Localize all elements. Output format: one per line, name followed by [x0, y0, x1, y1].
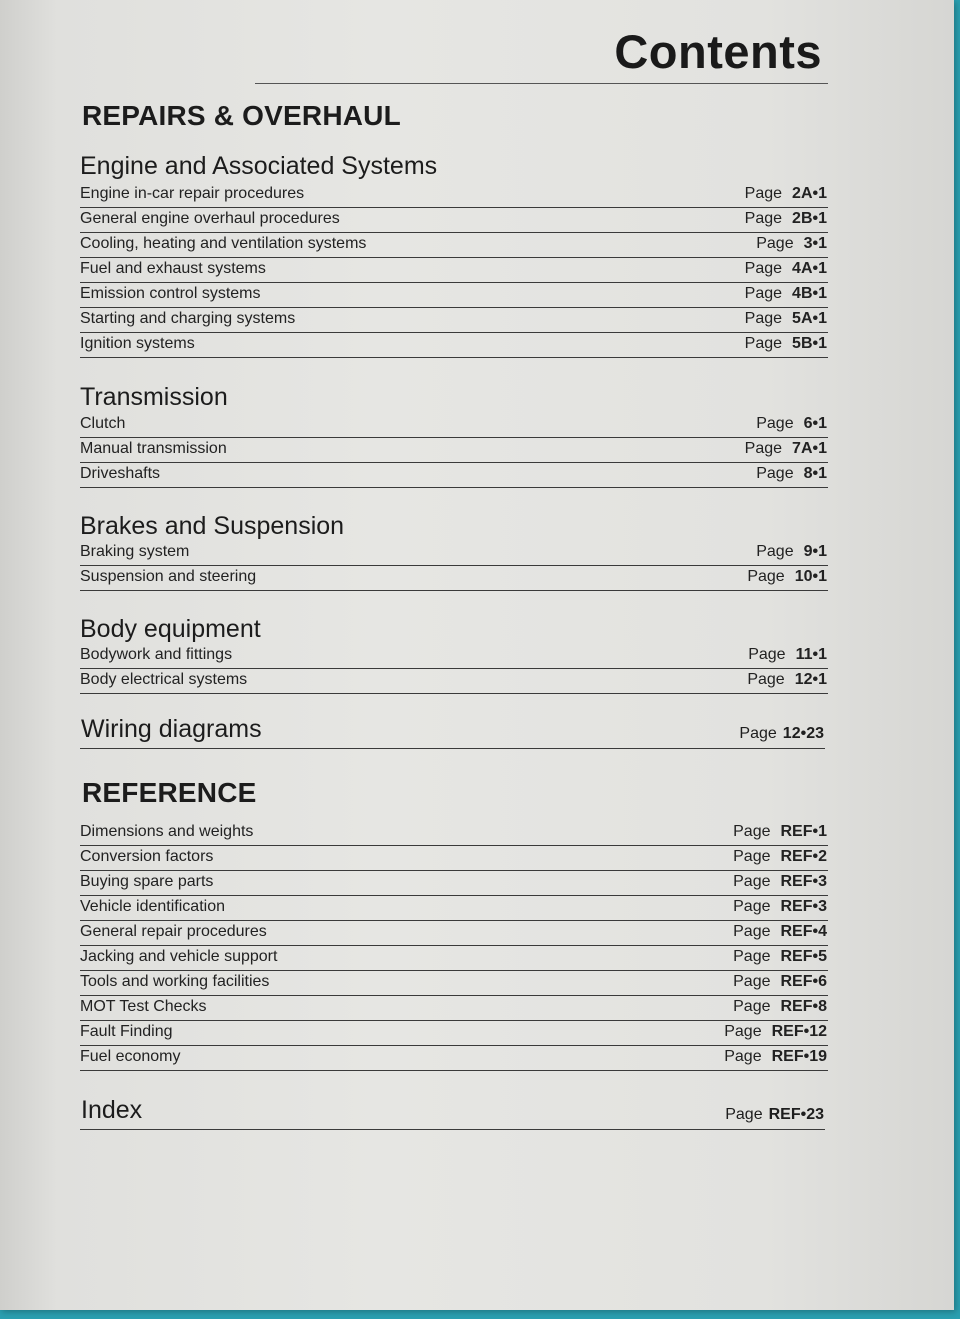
toc-row[interactable] — [80, 565, 828, 591]
toc-row-label: Driveshafts — [80, 465, 161, 482]
toc-row[interactable] — [80, 232, 828, 258]
toc-row-label: Dimensions and weights — [80, 823, 254, 840]
toc-row[interactable] — [80, 945, 828, 971]
toc-row-page: Page 2B•1 — [744, 210, 827, 227]
toc-row-page: Page 4A•1 — [744, 260, 827, 277]
toc-row[interactable] — [80, 307, 828, 333]
brakes-heading: Brakes and Suspension — [80, 512, 345, 540]
toc-row-label: Emission control systems — [80, 285, 261, 302]
toc-row-label: Fuel economy — [80, 1048, 181, 1065]
toc-row-page: Page REF•6 — [733, 973, 827, 990]
repairs-heading: REPAIRS & OVERHAUL — [82, 100, 401, 131]
toc-row[interactable] — [80, 540, 828, 566]
toc-row-page: Page 8•1 — [756, 465, 827, 482]
body-heading: Body equipment — [80, 615, 261, 643]
title-rule — [255, 83, 828, 84]
index-label: Index — [81, 1096, 143, 1124]
toc-row-wiring[interactable] — [80, 712, 825, 749]
toc-row[interactable] — [80, 182, 828, 208]
toc-row-label: MOT Test Checks — [80, 998, 207, 1015]
toc-row-page: Page REF•8 — [733, 998, 827, 1015]
toc-row-label: General engine overhaul procedures — [80, 210, 340, 227]
toc-row-page: Page 6•1 — [756, 415, 827, 432]
wiring-label: Wiring diagrams — [81, 715, 262, 743]
index-page: Page REF•23 — [725, 1106, 824, 1123]
toc-row-label: Jacking and vehicle support — [80, 948, 278, 965]
toc-row[interactable] — [80, 643, 828, 669]
toc-row-label: Fuel and exhaust systems — [80, 260, 266, 277]
toc-row-page: Page REF•1 — [733, 823, 827, 840]
toc-row[interactable] — [80, 668, 828, 694]
transmission-heading: Transmission — [80, 383, 228, 411]
toc-row-label: Tools and working facilities — [80, 973, 270, 990]
engine-heading: Engine and Associated Systems — [80, 152, 438, 180]
toc-row-label: Suspension and steering — [80, 568, 257, 585]
toc-row-page: Page REF•4 — [733, 923, 827, 940]
toc-row-label: Fault Finding — [80, 1023, 173, 1040]
toc-row[interactable] — [80, 895, 828, 921]
reference-heading: REFERENCE — [82, 777, 257, 808]
toc-row-label: Conversion factors — [80, 848, 214, 865]
toc-row-index[interactable] — [80, 1093, 825, 1130]
toc-row-label: Cooling, heating and ventilation systems — [80, 235, 367, 252]
toc-row[interactable] — [80, 1020, 828, 1046]
toc-row-label: Body electrical systems — [80, 671, 248, 688]
toc-row-label: Engine in-car repair procedures — [80, 185, 305, 202]
toc-row-page: Page REF•3 — [733, 873, 827, 890]
toc-row-page: Page 5B•1 — [744, 335, 827, 352]
toc-row-label: General repair procedures — [80, 923, 267, 940]
toc-row-page: Page REF•19 — [724, 1048, 827, 1065]
toc-row[interactable] — [80, 1045, 828, 1071]
toc-row[interactable] — [80, 995, 828, 1021]
toc-row-label: Bodywork and fittings — [80, 646, 233, 663]
toc-row-page: Page 3•1 — [756, 235, 827, 252]
page-title: Contents — [614, 25, 822, 78]
toc-row-page: Page REF•5 — [733, 948, 827, 965]
toc-row-page: Page 11•1 — [748, 646, 827, 663]
toc-row-page: Page REF•2 — [733, 848, 827, 865]
toc-row-label: Starting and charging systems — [80, 310, 296, 327]
toc-row-page: Page 4B•1 — [744, 285, 827, 302]
toc-row-page: Page 2A•1 — [744, 185, 827, 202]
toc-row[interactable] — [80, 332, 828, 358]
toc-row[interactable] — [80, 207, 828, 233]
toc-row-label: Vehicle identification — [80, 898, 225, 915]
toc-row[interactable] — [80, 845, 828, 871]
toc-row-page: Page 9•1 — [756, 543, 827, 560]
toc-row-label: Clutch — [80, 415, 126, 432]
toc-row-page: Page REF•3 — [733, 898, 827, 915]
toc-row[interactable] — [80, 412, 828, 438]
toc-row[interactable] — [80, 282, 828, 308]
toc-row-label: Braking system — [80, 543, 190, 560]
toc-row[interactable] — [80, 920, 828, 946]
toc-row-page: Page 5A•1 — [744, 310, 827, 327]
toc-row-page: Page 7A•1 — [744, 440, 827, 457]
toc-row[interactable] — [80, 437, 828, 463]
toc-row-label: Manual transmission — [80, 440, 227, 457]
wiring-page: Page 12•23 — [739, 725, 824, 742]
toc-row-page: Page REF•12 — [724, 1023, 827, 1040]
toc-row-page: Page 12•1 — [747, 671, 827, 688]
toc-row-label: Ignition systems — [80, 335, 195, 352]
toc-row[interactable] — [80, 870, 828, 896]
toc-row[interactable] — [80, 970, 828, 996]
toc-row-label: Buying spare parts — [80, 873, 214, 890]
toc-row[interactable] — [80, 820, 828, 846]
toc-row[interactable] — [80, 257, 828, 283]
toc-row[interactable] — [80, 462, 828, 488]
toc-row-page: Page 10•1 — [747, 568, 827, 585]
